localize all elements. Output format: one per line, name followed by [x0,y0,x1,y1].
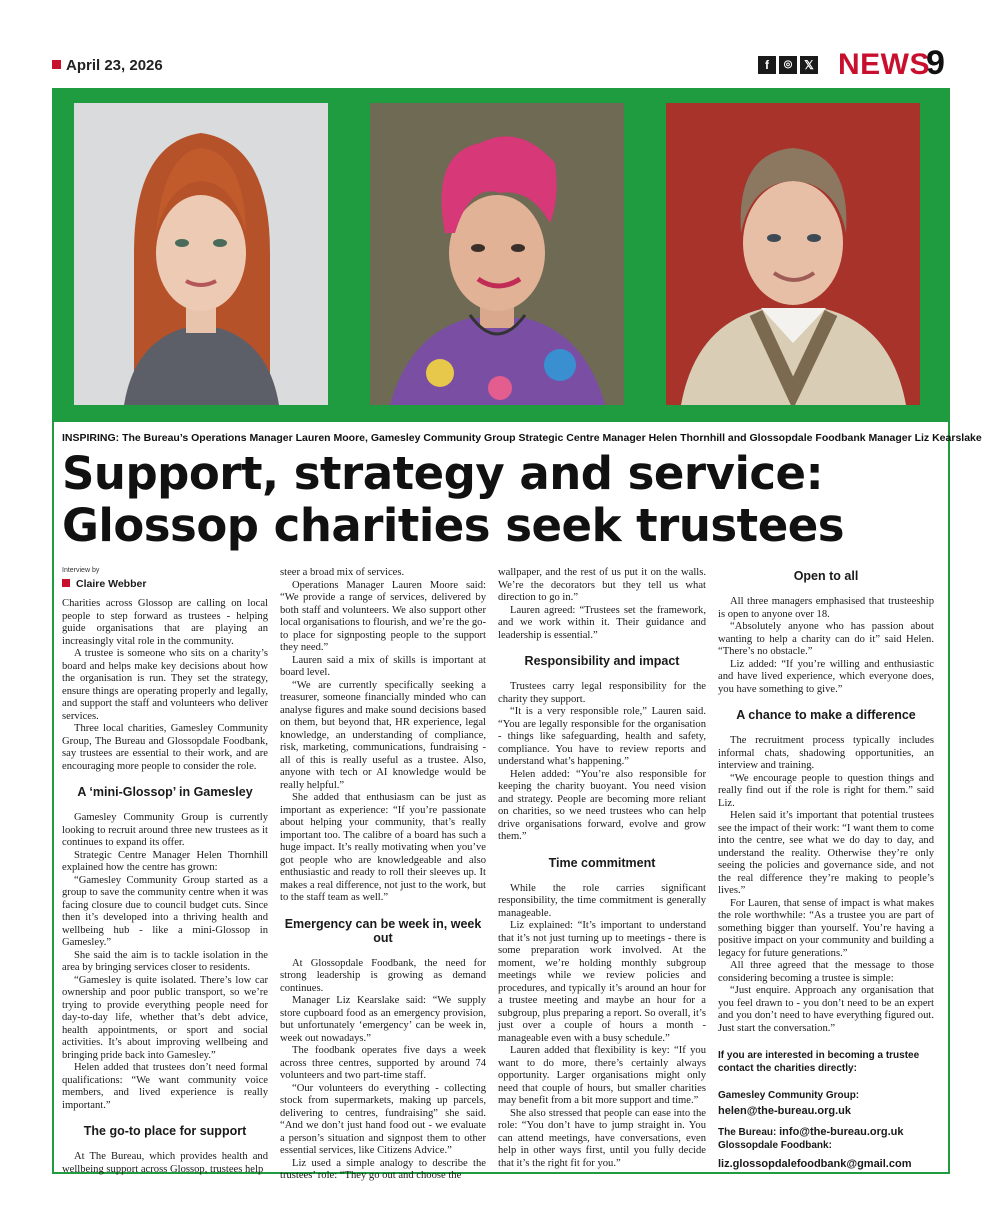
headline-line-2: Glossop charities seek trustees [62,498,845,552]
paragraph: Lauren agreed: “Trustees set the framework, and we work within it. Their guidance and leadership is essential.” [498,604,706,641]
paragraph: A trustee is someone who sits on a charity’s board and helps make key decisions about how the organisation is run. They set the strategy, ensure things are operating properly and legally, and support the staff and volunteers who deliver services. [62,648,268,722]
paragraph: Three local charities, Gamesley Community Group, The Bureau and Glossopdale Foodbank, say trustees are essential to their work, and are encouraging more people to consider the role. [62,723,268,772]
paragraph: Lauren added that flexibility is key: “If you want to do more, there’s certainly always opportunity. Larger organisations might only need that couple of hours, but smaller charities may benefit from a bit more support and time.” [498,1045,706,1106]
paragraph: All three managers emphasised that trusteeship is open to anyone over 18. [718,596,934,620]
paragraph: Helen added that trustees don’t need formal qualifications: “We want community voice members, and lived experience is really important.” [62,1062,268,1111]
contact-gamesley-email[interactable]: helen@the-bureau.org.uk [718,1105,851,1117]
paragraph: Trustees carry legal responsibility for the charity they support. [498,681,706,705]
subheading: Emergency can be week in, week out [284,916,482,945]
subheading: Responsibility and impact [524,654,680,668]
paragraph: “Our volunteers do everything - collecting stock from supermarkets, making up parcels, delivering to centres, fundraising” she said. “And we don’t just hand food out - we evaluate a person’s situation and signpost them to other essential services, like Citizens Advice.” [280,1082,486,1156]
paragraph: The foodbank operates five days a week across three centres, supported by around 74 volunteers and two part-time staff. [280,1045,486,1081]
paragraph: She added that enthusiasm can be just as important as experience: “If you’re passionate about helping your community, that’s really important too. The calibre of a board has such a huge impact. It’s really motivating when you’ve got people who are knowledgeable and also enthusiastic and ready to roll their sleeves up. It makes a real difference, not just to the work, but to the staff team as well.” [280,792,486,903]
subheading: Time commitment [548,855,656,870]
photo-helen-thornhill [370,103,624,405]
contact-bureau-label: The Bureau: [718,1127,777,1138]
contact-foodbank-email[interactable]: liz.glossopdalefoodbank@gmail.com [718,1158,912,1170]
paragraph: “Gamesley is quite isolated. There’s low car ownership and poor public transport, so we’re trying to provide everything people need for day-to-day life, whether that’s debt advice, health appointments, or sport and social activities. It’s about improving wellbeing and bringing pride back into Gamesley.” [62,974,268,1061]
photo-caption: INSPIRING: The Bureau’s Operations Manager Lauren Moore, Gamesley Community Group Strategic Centre Manager Helen Thornhill and Glossopdale Foodbank Manager Liz Kearslake [62,432,982,444]
paragraph: Gamesley Community Group is currently looking to recruit around three new trustees as it continues to expand its offer. [62,812,268,848]
photo-lauren-moore [74,103,328,405]
byline-label: Interview by [62,567,100,574]
paragraph: At Glossopdale Foodbank, the need for strong leadership is growing as demand continues. [280,957,486,994]
contact-foodbank-label: Glossopdale Foodbank: [718,1140,832,1151]
headline [62,448,944,552]
column-1 [62,567,268,1176]
subheading: A chance to make a difference [736,708,916,722]
paragraph: steer a broad mix of services. [280,567,405,578]
column-2 [280,567,486,1183]
contact-bureau [718,1126,934,1139]
paragraph: “It is a very responsible role,” Lauren said. “You are legally responsible for the organisation - things like safeguarding, health and safety, compliance. You have to review reports and understand what’s happening.” [498,706,706,767]
paragraph: Manager Liz Kearslake said: “We supply store cupboard food as an emergency provision, but unfortunately ‘emergency’ can be week in, week out nowadays.” [280,995,486,1044]
paragraph: Liz explained: “It’s important to understand that it’s not just turning up to meetings - there is some preparation work involved. At the moment, we’re holding monthly subgroup meetings while we review policies and procedures, and typically it’s around an hour for a trustee meeting and maybe an hour for a subgroup, plus preparing a report. So overall, it’s just over a couple of hours a month - manageable even with a busy schedule.” [498,920,706,1044]
paragraph: All three agreed that the message to those considering becoming a trustee is simple: [718,960,934,984]
subheading: A ‘mini-Glossop’ in Gamesley [77,785,253,799]
paragraph: Operations Manager Lauren Moore said: “We provide a range of services, delivered by both staff and volunteers. We also support other local organisations to flourish, and we’re the go-to place for signposting people to the support they need.” [280,579,486,653]
paragraph: While the role carries significant responsibility, the time commitment is generally manageable. [498,882,706,919]
subheading: The go-to place for support [83,1124,247,1138]
paragraph: “Absolutely anyone who has passion about wanting to help a charity can do it” said Helen. “There’s no obstacle.” [718,621,934,657]
paragraph: At The Bureau, which provides health and wellbeing support across Glossop, trustees help [62,1151,268,1175]
red-square-icon [62,579,70,587]
author-name: Claire Webber [76,578,147,590]
headline-line-1: Support, strategy and service: [62,447,824,500]
issue-date: April 23, 2026 [52,57,163,74]
paragraph: “We encourage people to question things and really find out if the role is right for them.” said Liz. [718,772,934,809]
contact-bureau-email[interactable]: info@the-bureau.org.uk [779,1126,904,1138]
red-square-icon [52,60,61,69]
paragraph: The recruitment process typically includes informal chats, shadowing opportunities, an interview and training. [718,735,934,771]
paragraph: Helen said it’s important that potential trustees see the impact of their work: “I want them to come into the centre, see what we do day to day, and understand the reality. Otherwise they’re only seeing the policies and governance side, and not the real difference they’re making to people’s lives.” [718,810,934,896]
paragraph: “We are currently specifically seeking a treasurer, someone financially minded who can analyse figures and make sound decisions based on them, but beyond that, HR experience, legal knowledge, an understanding of compliance, risk, marketing, communications, fundraising - all of this is really useful as a trustee. Also, anyone with tech or AI knowledge would be really helpful.” [280,679,486,791]
instagram-icon[interactable]: ◎ [779,56,797,74]
page-header [52,44,950,84]
contact-box [718,1049,934,1171]
section-label: NEWS [838,48,930,81]
photo-band [52,88,950,422]
contact-intro: If you are interested in becoming a trustee contact the charities directly: [718,1050,920,1074]
article-frame [52,422,982,1181]
paragraph: Helen added: “You’re also responsible for keeping the charity buoyant. You need vision and strategy. People are becoming more reliant on charities, so we need trustees who can help drive organisations forward, evolve and grow them.” [498,768,706,842]
paragraph: “Gamesley Community Group started as a group to save the community centre when it was facing closure due to council budget cuts. Since then it’s developed into a thriving health and wellbeing hub - like a mini-Glossop in Gamesley.” [62,874,268,948]
page-number: 9 [926,44,945,82]
paragraph: Charities across Glossop are calling on local people to step forward as trustees - helping guide organisations that are playing an increasingly vital role in the community. [62,598,268,647]
paragraph: Liz added: “If you’re willing and enthusiastic and have lived experience, which everyone does, you have something to give.” [718,658,934,695]
paragraph: wallpaper, and the rest of us put it on the walls. We’re the decorators but they tell us what direction to go in.” [498,567,706,603]
byline [62,578,268,590]
photo-liz-kearslake [666,103,920,405]
paragraph: “Just enquire. Approach any organisation that you feel drawn to - you don’t need to be an expert and you don’t need to have everything figured out. Just start the conversation.” [718,985,934,1034]
paragraph: She also stressed that people can ease into the role: “You don’t have to jump straight in. You can attend meetings, have conversations, even help in other ways first, until you fully decide that it’s the right fit for you.” [498,1107,706,1169]
paragraph: Lauren said a mix of skills is important at board level. [280,654,486,678]
paragraph: Strategic Centre Manager Helen Thornhill explained how the centre has grown: [62,849,268,873]
subheading: Open to all [793,569,859,583]
social-icons [758,56,818,74]
column-4 [718,567,934,1171]
x-icon[interactable]: 𝕏 [800,56,818,74]
facebook-icon[interactable]: f [758,56,776,74]
paragraph: Liz used a simple analogy to describe the trustees’ role: “They go out and choose the [280,1157,486,1181]
contact-gamesley-label: Gamesley Community Group: [718,1090,860,1101]
paragraph: She said the aim is to tackle isolation in the area by bringing services closer to residents. [62,949,268,973]
paragraph: For Lauren, that sense of impact is what makes the role worthwhile: “As a trustee you are part of something bigger than yourself. You’re having a positive impact on your community and building a legacy for future generations.” [718,897,934,959]
column-3 [498,567,706,1170]
